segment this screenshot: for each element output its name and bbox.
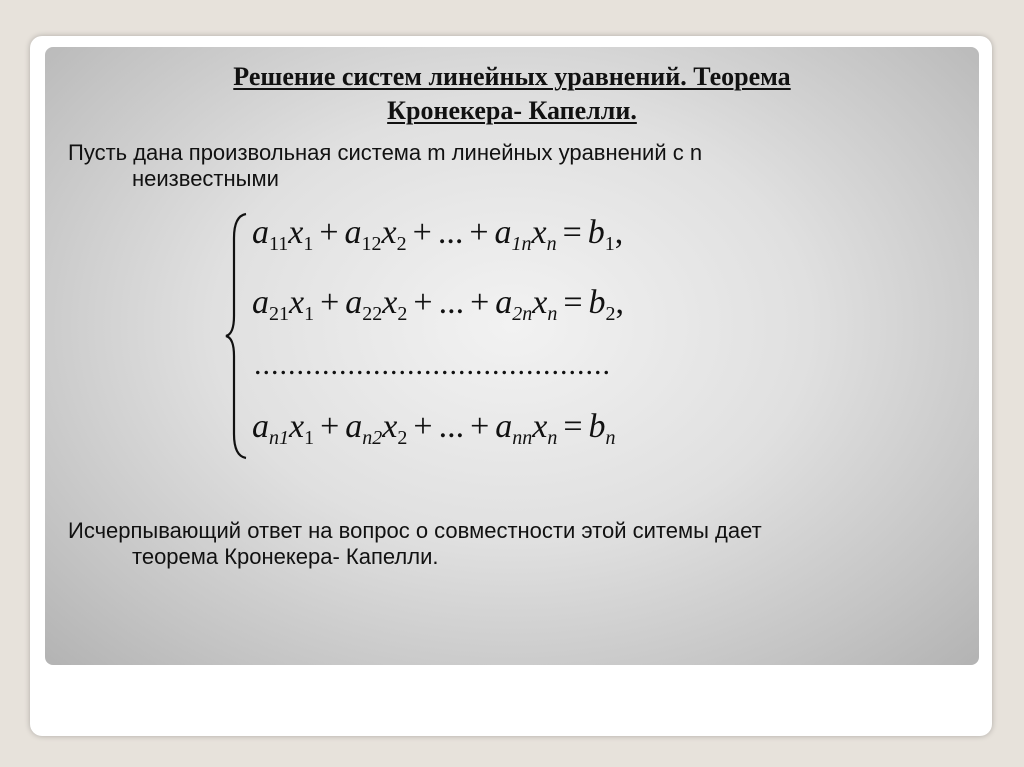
title-line-2: Кронекера- Капелли. [387,96,637,125]
conclusion-line-1: Исчерпывающий ответ на вопрос о совместности этой ситемы дает [68,518,762,543]
conclusion-line-2: теорема Кронекера- Капелли. [132,544,439,569]
equation-row-ellipsis: .......................................... [254,348,611,381]
equation-system [222,208,782,464]
equation-row-2: $a_{21}x_1 + a_{22}x_2$ + ... + $a_{2n}x_n = b_2$, [252,284,625,325]
left-brace [222,208,252,464]
intro-line-1: Пусть дана произвольная система m линейных уравнений с n [68,140,703,165]
slide-title [100,60,924,128]
title-line-1: Решение систем линейных уравнений. Теорема [233,62,791,91]
conclusion-paragraph [68,518,948,570]
equation-row-1: $a_{11}x_1 + a_{12}x_2$ + ... + $a_{1n}x_n = b_1$, [252,214,624,255]
intro-paragraph [68,140,928,192]
intro-line-2: неизвестными [132,166,279,191]
equation-row-n: $a_{n1}x_1 + a_{n2}x_2$ + ... + $a_{nn}x_n = b_n$ [252,408,616,449]
